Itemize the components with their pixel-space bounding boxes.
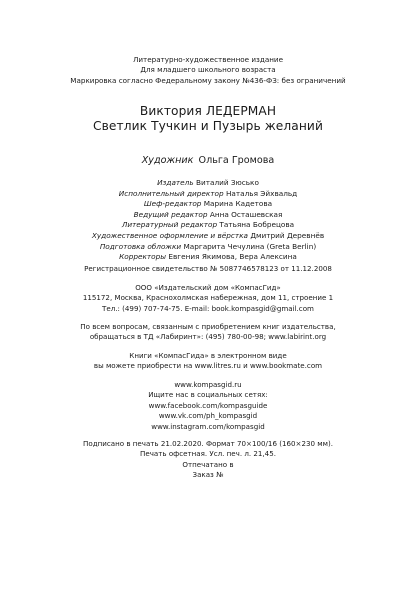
illustrator-name: Ольга Громова [198, 155, 275, 166]
social-intro: Ищите нас в социальных сетях: [148, 390, 268, 400]
social-block [0, 380, 416, 432]
instagram-link[interactable]: www.instagram.com/kompasgid [151, 421, 265, 431]
credits-block [0, 178, 416, 263]
sales-line-1: По всем вопросам, связанным с приобретением книг издательства, [80, 322, 336, 331]
header-block [0, 55, 416, 86]
credit-line: Литературный редактор Татьяна Бобрецова [121, 220, 295, 230]
sales-line-2: обращаться в ТД «Лабиринт»: (495) 780-00-98; www.labirint.org [89, 332, 327, 342]
ebooks-block [0, 351, 416, 372]
edition-type: Литературно-художественное издание [132, 55, 284, 64]
publisher-contacts: Тел.: (499) 707-74-75. E-mail: book.kompasgid@gmail.com [102, 303, 314, 313]
credit-line: Исполнительный директор Наталья Эйхвальд [118, 188, 298, 198]
print-block [0, 439, 416, 481]
ebooks-line-2: вы можете приобрести на www.litres.ru и www.bookmate.com [93, 361, 323, 371]
credit-line: Издатель Виталий Зюсько [157, 178, 259, 187]
illustrator-line [0, 148, 416, 167]
author-name: Виктория ЛЕДЕРМАН [139, 104, 277, 118]
age-marking: Маркировка согласно Федеральному закону №436-ФЗ: без ограничений [70, 75, 346, 85]
order-number: Заказ № [192, 470, 224, 480]
facebook-link[interactable]: www.facebook.com/kompasguide [148, 400, 268, 410]
title-block [0, 104, 416, 134]
vk-link[interactable]: www.vk.com/ph_kompasgid [158, 411, 258, 421]
website-link[interactable]: www.kompasgid.ru [174, 380, 242, 389]
printed-at: Отпечатано в [182, 459, 234, 469]
publisher-block [0, 283, 416, 314]
credit-line: Корректоры Евгения Якимова, Вера Алексина [119, 252, 297, 262]
registration-line [0, 264, 416, 274]
credit-line: Художественное оформление и вёрстка Дмитрий Деревнёв [91, 230, 325, 240]
ebooks-line-1: Книги «КомпасГида» в электронном виде [129, 351, 287, 360]
print-signed: Подписано в печать 21.02.2020. Формат 70×100/16 (160×230 мм). [83, 439, 333, 448]
credit-line: Подготовка обложки Маргарита Чечулина (Greta Berlin) [99, 241, 317, 251]
sales-block [0, 322, 416, 343]
credit-line: Шеф-редактор Марина Кадетова [143, 199, 273, 209]
publisher-name: ООО «Издательский дом «КомпасГид» [135, 283, 281, 292]
publisher-address: 115172, Москва, Краснохолмская набережная, дом 11, строение 1 [82, 293, 334, 303]
registration-certificate: Регистрационное свидетельство № 5087746578123 от 11.12.2008 [84, 264, 332, 273]
illustrator-role: Художник [141, 155, 194, 166]
print-type: Печать офсетная. Усл. печ. л. 21,45. [140, 449, 276, 459]
credit-line: Ведущий редактор Анна Осташевская [133, 209, 283, 219]
age-group: Для младшего школьного возраста [140, 65, 276, 75]
book-title: Светлик Тучкин и Пузырь желаний [93, 119, 323, 134]
